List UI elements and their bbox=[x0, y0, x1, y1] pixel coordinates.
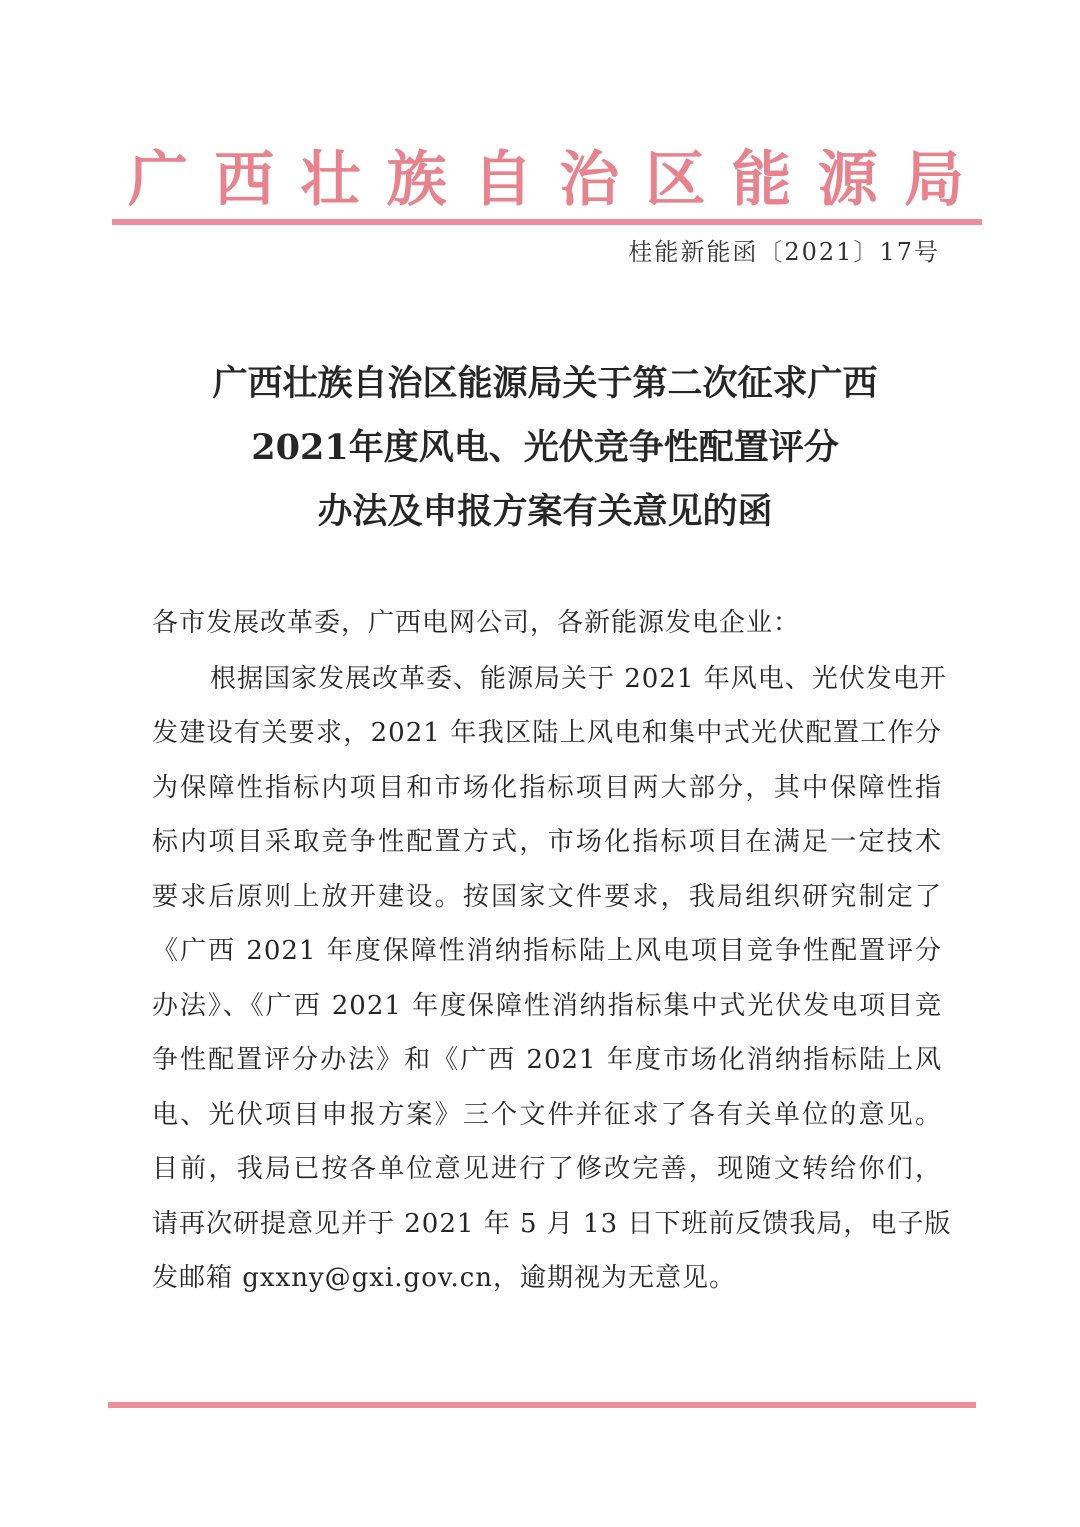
paragraph-line: 根据国家发展改革委、能源局关于 2021 年风电、光伏发电开 bbox=[210, 663, 947, 694]
paragraph-line: 争性配置评分办法》和《广西 2021 年度市场化消纳指标陆上风 bbox=[152, 1045, 942, 1075]
title-line: 广西壮族自治区能源局关于第二次征求广西 bbox=[212, 363, 878, 404]
document-title bbox=[120, 352, 970, 544]
paragraph-line: 发邮箱 gxxny@gxi.gov.cn，逾期视为无意见。 bbox=[152, 1263, 737, 1293]
issuing-authority-header bbox=[128, 138, 964, 215]
paragraph-line: 办法》、《广西 2021 年度保障性消纳指标集中式光伏发电项目竞 bbox=[152, 990, 942, 1021]
header-char: 治 bbox=[559, 145, 620, 215]
paragraph-line: 目前，我局已按各单位意见进行了修改完善，现随文转给你们， bbox=[152, 1154, 942, 1184]
salutation: 各市发展改革委，广西电网公司，各新能源发电企业： bbox=[152, 608, 801, 638]
paragraph-line: 请再次研提意见并于 2021 年 5 月 13 日下班前反馈我局，电子版 bbox=[152, 1208, 952, 1239]
paragraph-line: 标内项目采取竞争性配置方式，市场化指标项目在满足一定技术 bbox=[152, 827, 942, 857]
header-char: 能 bbox=[731, 145, 792, 215]
paragraph-line: 《广西 2021 年度保障性消纳指标陆上风电项目竞争性配置评分 bbox=[152, 936, 942, 966]
header-char: 西 bbox=[214, 145, 275, 215]
paragraph-line: 电、光伏项目申报方案》三个文件并征求了各有关单位的意见。 bbox=[152, 1099, 942, 1130]
header-char: 局 bbox=[903, 145, 964, 215]
title-line: 2021年度风电、光伏竞争性配置评分 bbox=[251, 427, 839, 468]
document-number: 桂能新能函〔2021〕17号 bbox=[628, 238, 940, 266]
header-char: 族 bbox=[386, 145, 447, 215]
header-red-rule bbox=[112, 219, 982, 225]
header-char: 自 bbox=[472, 145, 533, 215]
paragraph-line: 发建设有关要求，2021 年我区陆上风电和集中式光伏配置工作分 bbox=[152, 718, 942, 748]
header-char: 广 bbox=[128, 145, 188, 215]
header-char: 区 bbox=[645, 145, 706, 215]
title-line: 办法及申报方案有关意见的函 bbox=[317, 491, 773, 532]
header-char: 壮 bbox=[300, 145, 361, 215]
document-body bbox=[152, 596, 952, 1306]
paragraph-line: 要求后原则上放开建设。按国家文件要求，我局组织研究制定了 bbox=[152, 881, 942, 912]
header-char: 源 bbox=[817, 145, 878, 215]
paragraph-line: 为保障性指标内项目和市场化指标项目两大部分，其中保障性指 bbox=[152, 772, 942, 803]
footer-red-rule bbox=[108, 1402, 976, 1408]
